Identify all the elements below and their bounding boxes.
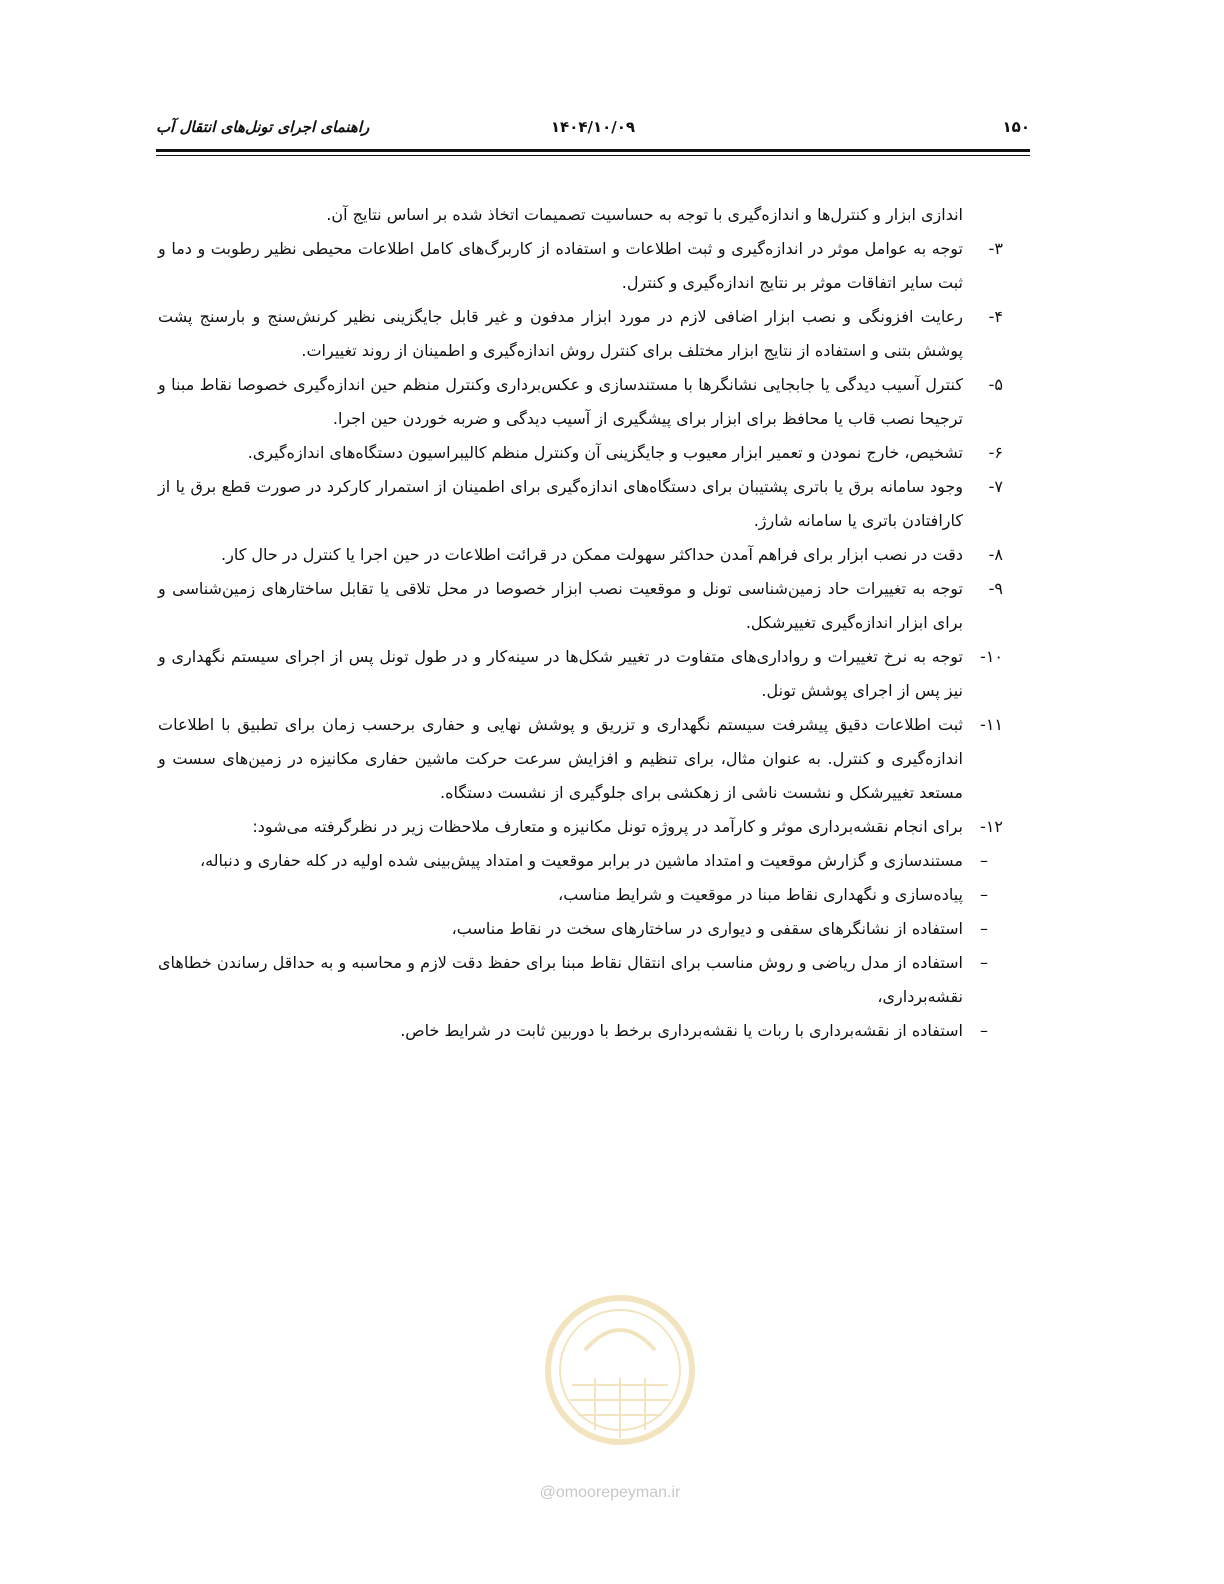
item-text: توجه به عوامل موثر در اندازه‌گیری و ثبت اطلاعات و استفاده از کاربرگ‌های کامل اطلاعات محیطی نظیر رطوبت و دما و ثبت سایر اتفاقات موثر بر نتایج اندازه‌گیری و کنترل.	[158, 239, 963, 292]
list-item-11	[158, 708, 1003, 810]
item-number: ۸-	[988, 545, 1003, 564]
item-number: ۹-	[988, 579, 1003, 598]
list-item-3	[158, 232, 1003, 300]
list-item-12	[158, 810, 1003, 844]
page-body	[158, 198, 1003, 1048]
sub-item	[158, 878, 1003, 912]
sub-item	[158, 912, 1003, 946]
list-item-6	[158, 436, 1003, 470]
sub-item-text: مستندسازی و گزارش موقعیت و امتداد ماشین در برابر موقعیت و امتداد پیش‌بینی شده اولیه در کله حفاری و دنباله،	[199, 851, 963, 870]
list-item-5	[158, 368, 1003, 436]
watermark-logo-icon	[500, 1290, 740, 1450]
item-number: ۴-	[988, 307, 1003, 326]
dash-bullet: –	[980, 885, 988, 904]
item-text: توجه به تغییرات حاد زمین‌شناسی تونل و موقعیت نصب ابزار خصوصا در محل تلاقی یا تقابل ساختارهای زمین‌شناسی و برای ابزار اندازه‌گیری تغییرشکل.	[158, 579, 963, 632]
sub-item-text: استفاده از مدل ریاضی و روش مناسب برای انتقال نقاط مبنا برای حفظ دقت لازم و محاسبه و به حداقل رساندن خطاهای نقشه‌برداری،	[158, 953, 963, 1006]
item-number: ۱۰-	[980, 647, 1003, 666]
dash-bullet: –	[980, 953, 988, 972]
item-text: برای انجام نقشه‌برداری موثر و کارآمد در پروژه تونل مکانیزه و متعارف ملاحظات زیر در نظرگرفته می‌شود:	[252, 817, 963, 836]
sub-item	[158, 844, 1003, 878]
item-number: ۷-	[988, 477, 1003, 496]
item-text: توجه به نرخ تغییرات و رواداری‌های متفاوت در تغییر شکل‌ها در سینه‌کار و در طول تونل پس از اجرای سیستم نگهداری و نیز پس از اجرای پوشش تونل.	[158, 647, 963, 700]
list-item-4	[158, 300, 1003, 368]
watermark-site: @omoorepeyman.ir	[539, 1484, 681, 1501]
page-header	[156, 118, 1030, 142]
sub-item-text: استفاده از نشانگرهای سقفی و دیواری در ساختارهای سخت در نقاط مناسب،	[451, 919, 963, 938]
sub-item	[158, 1014, 1003, 1048]
item-number: ۱۲-	[980, 817, 1003, 836]
page-number: ۱۵۰	[1002, 118, 1030, 136]
list-item-7	[158, 470, 1003, 538]
item-number: ۳-	[988, 239, 1003, 258]
item-text: رعایت افزونگی و نصب ابزار اضافی لازم در مورد ابزار مدفون و غیر قابل جایگزینی نظیر کرنش‌سنج و بارسنج پشت پوشش بتنی و استفاده از نتایج ابزار مختلف برای کنترل روش اندازه‌گیری و اطمینان از روند تغییرات.	[158, 307, 963, 360]
item-text: تشخیص، خارج نمودن و تعمیر ابزار معیوب و جایگزینی آن وکنترل منظم کالیبراسیون دستگاه‌های اندازه‌گیری.	[247, 443, 963, 462]
item-text: دقت در نصب ابزار برای فراهم آمدن حداکثر سهولت ممکن در قرائت اطلاعات در حین اجرا یا کنترل در حال کار.	[221, 545, 963, 564]
header-title: راهنمای اجرای تونل‌های انتقال آب	[156, 118, 370, 136]
item-number: ۶-	[988, 443, 1003, 462]
list-item-8	[158, 538, 1003, 572]
list-item-9	[158, 572, 1003, 640]
header-date: ۱۴۰۴/۱۰/۰۹	[550, 118, 636, 136]
item-text: وجود سامانه برق یا باتری پشتیبان برای دستگاه‌های اندازه‌گیری برای اطمینان از استمرار کارکرد در صورت قطع برق یا از کارافتادن باتری یا سامانه شارژ.	[158, 477, 963, 530]
item-number: ۱۱-	[980, 715, 1003, 734]
dash-bullet: –	[980, 1021, 988, 1040]
item-text: کنترل آسیب دیدگی یا جابجایی نشانگرها با مستندسازی و عکس‌برداری وکنترل منظم حین اندازه‌گیری خصوصا نقاط مبنا و ترجیحا نصب قاب یا محافظ برای ابزار برای پیشگیری از آسیب دیدگی و ضربه خوردن حین اجرا.	[158, 375, 963, 428]
dash-bullet: –	[980, 851, 988, 870]
dash-bullet: –	[980, 919, 988, 938]
sub-item-text: استفاده از نقشه‌برداری با ربات یا نقشه‌برداری برخط با دوربین ثابت در شرایط خاص.	[400, 1021, 963, 1040]
header-rule-thin	[156, 155, 1030, 156]
list-item-10	[158, 640, 1003, 708]
header-rule-thick	[156, 149, 1030, 152]
sub-item-text: پیاده‌سازی و نگهداری نقاط مبنا در موقعیت و شرایط مناسب،	[558, 885, 963, 904]
item-number: ۵-	[988, 375, 1003, 394]
item-text: ثبت اطلاعات دقیق پیشرفت سیستم نگهداری و تزریق و پوشش نهایی و حفاری برحسب زمان برای تطبیق با اطلاعات اندازه‌گیری و کنترل. به عنوان مثال، برای تنظیم و افزایش سرعت حرکت ماشین حفاری مکانیزه در زمین‌های سست و مستعد تغییرشکل و نشست ناشی از زهکشی برای جلوگیری از نشست دستگاه.	[158, 715, 963, 802]
intro-continuation: اندازی ابزار و کنترل‌ها و اندازه‌گیری با توجه به حساسیت تصمیمات اتخاذ شده بر اساس نتایج آن.	[326, 205, 963, 224]
sub-item	[158, 946, 1003, 1014]
